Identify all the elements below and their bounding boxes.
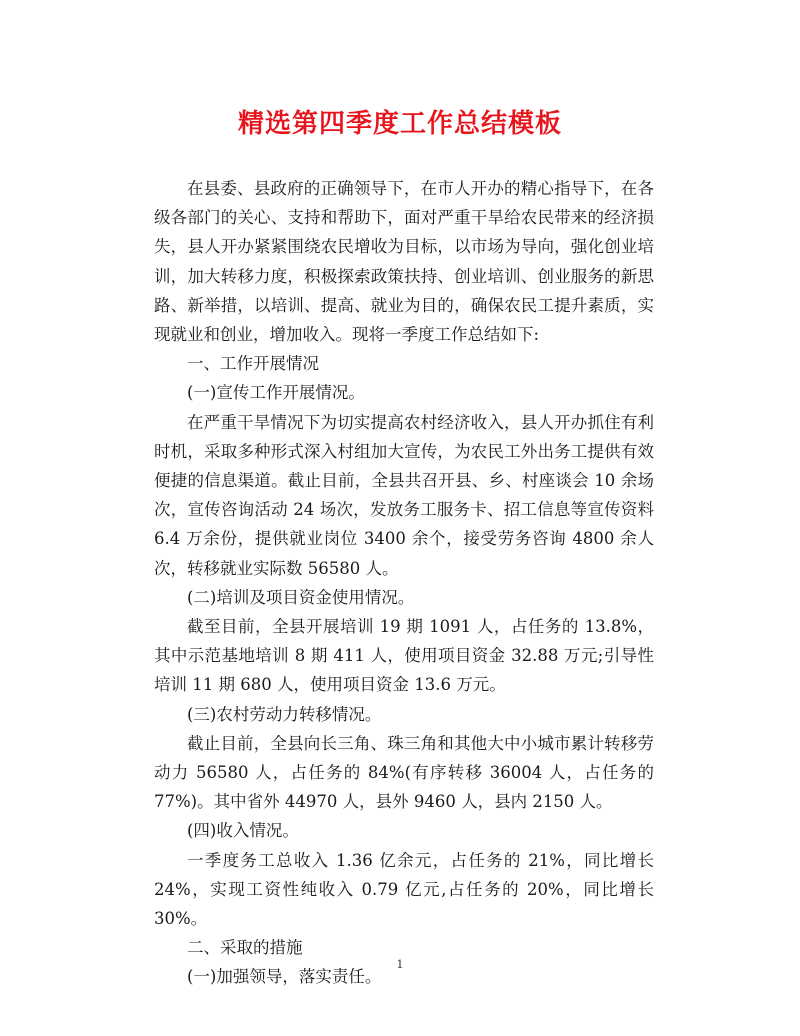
income-paragraph: 一季度务工总收入 1.36 亿余元，占任务的 21%，同比增长 24%，实现工资性纯收入 0.79 亿元,占任务的 20%，同比增长 30%。 — [154, 850, 654, 929]
subsection-heading-publicity: (一)宣传工作开展情况。 — [187, 383, 365, 403]
subsection-heading-training-funds: (二)培训及项目资金使用情况。 — [187, 587, 415, 607]
document-title: 精选第四季度工作总结模板 — [237, 109, 562, 139]
section-heading-measures: 二、采取的措施 — [187, 938, 303, 958]
intro-paragraph: 在县委、县政府的正确领导下，在市人开办的精心指导下，在各级各部门的关心、支持和帮助下，面对严重干旱给农民带来的经济损失，县人开办紧紧围绕农民增收为目标，以市场为导向，强化创业培训，加大转移力度，积极探索政策扶持、创业培训、创业服务的新思路、新举措，以培训、提高、就业为目的，确保农民工提升素质，实现就业和创业，增加收入。现将一季度工作总结如下: — [154, 179, 654, 345]
subsection-heading-labor-transfer: (三)农村劳动力转移情况。 — [187, 704, 382, 724]
training-funds-paragraph: 截至目前，全县开展培训 19 期 1091 人，占任务的 13.8%，其中示范基地培训 8 期 411 人，使用项目资金 32.88 万元;引导性培训 11 期 680 人，使用项目资金 13.6 万元。 — [154, 617, 654, 695]
publicity-paragraph: 在严重干旱情况下为切实提高农村经济收入，县人开办抓住有利时机，采取多种形式深入村组加大宣传，为农民工外出务工提供有效便捷的信息渠道。截止目前，全县共召开县、乡、村座谈会 10 余场次，宣传咨询活动 24 场次，发放务工服务卡、招工信息等宣传资料 6.4 万余份，提供就业岗位 3400 余个，接受劳务咨询 4800 余人次，转移就业实际数 56580 人。 — [154, 412, 654, 578]
section-heading-work-status: 一、工作开展情况 — [187, 354, 319, 374]
page-number: 1 — [396, 958, 404, 971]
labor-transfer-paragraph: 截止目前，全县向长三角、珠三角和其他大中小城市累计转移劳动力 56580 人，占任务的 84%(有序转移 36004 人，占任务的 77%)。其中省外 44970 人，县外 9460 人，县内 2150 人。 — [154, 733, 654, 812]
document-body — [154, 174, 654, 992]
subsection-heading-income: (四)收入情况。 — [187, 821, 299, 841]
subsection-heading-leadership: (一)加强领导，落实责任。 — [187, 967, 382, 987]
